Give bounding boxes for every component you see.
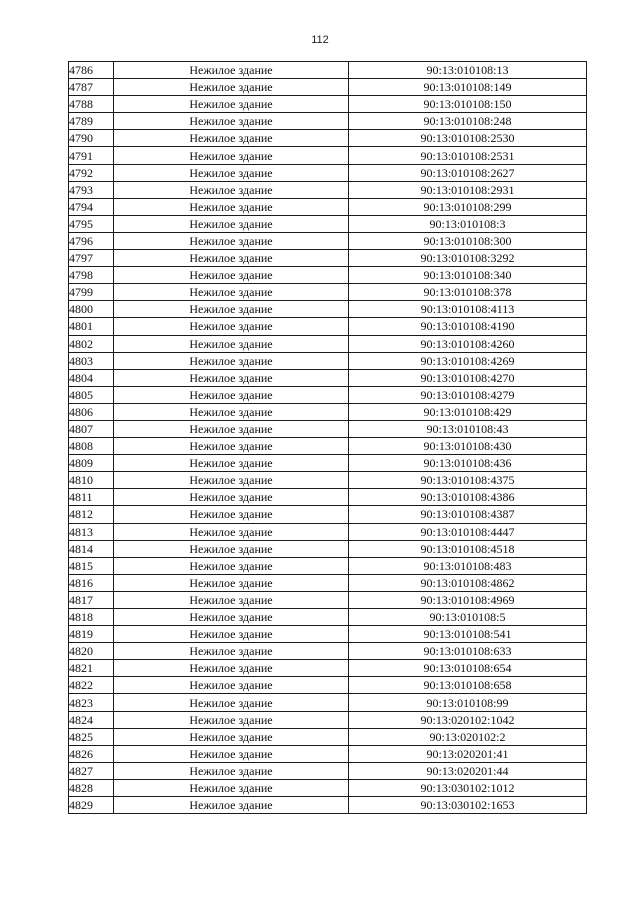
cadastral-number-cell: 90:13:020201:41: [349, 745, 587, 762]
object-type-cell: Нежилое здание: [114, 420, 349, 437]
cadastral-number-cell: 90:13:010108:2531: [349, 147, 587, 164]
object-type-cell: Нежилое здание: [114, 250, 349, 267]
table-row: [69, 557, 587, 574]
cadastral-number-cell: 90:13:010108:4447: [349, 523, 587, 540]
object-type-cell: Нежилое здание: [114, 677, 349, 694]
cadastral-number-cell: 90:13:010108:3292: [349, 250, 587, 267]
table-row: [69, 643, 587, 660]
object-type-cell: Нежилое здание: [114, 386, 349, 403]
row-number-cell: 4793: [69, 181, 114, 198]
object-type-cell: Нежилое здание: [114, 762, 349, 779]
table-row: [69, 745, 587, 762]
object-type-cell: Нежилое здание: [114, 198, 349, 215]
table-row: [69, 438, 587, 455]
table-row: [69, 335, 587, 352]
cadastral-number-cell: 90:13:010108:13: [349, 62, 587, 79]
row-number-cell: 4816: [69, 574, 114, 591]
row-number-cell: 4794: [69, 198, 114, 215]
object-type-cell: Нежилое здание: [114, 455, 349, 472]
cadastral-number-cell: 90:13:010108:150: [349, 96, 587, 113]
row-number-cell: 4804: [69, 369, 114, 386]
cadastral-number-cell: 90:13:010108:4518: [349, 540, 587, 557]
table-row: [69, 301, 587, 318]
table-row: [69, 198, 587, 215]
row-number-cell: 4817: [69, 591, 114, 608]
table-row: [69, 711, 587, 728]
object-type-cell: Нежилое здание: [114, 797, 349, 814]
row-number-cell: 4828: [69, 779, 114, 796]
cadastral-number-cell: 90:13:010108:99: [349, 694, 587, 711]
object-type-cell: Нежилое здание: [114, 369, 349, 386]
cadastral-number-cell: 90:13:010108:4270: [349, 369, 587, 386]
cadastral-number-cell: 90:13:010108:4969: [349, 591, 587, 608]
cadastral-number-cell: 90:13:010108:299: [349, 198, 587, 215]
row-number-cell: 4819: [69, 626, 114, 643]
cadastral-number-cell: 90:13:010108:5: [349, 609, 587, 626]
table-row: [69, 403, 587, 420]
object-type-cell: Нежилое здание: [114, 643, 349, 660]
object-type-cell: Нежилое здание: [114, 284, 349, 301]
object-type-cell: Нежилое здание: [114, 181, 349, 198]
table-row: [69, 506, 587, 523]
cadastral-number-cell: 90:13:010108:2530: [349, 130, 587, 147]
cadastral-number-cell: 90:13:010108:483: [349, 557, 587, 574]
object-type-cell: Нежилое здание: [114, 79, 349, 96]
row-number-cell: 4821: [69, 660, 114, 677]
object-type-cell: Нежилое здание: [114, 301, 349, 318]
row-number-cell: 4827: [69, 762, 114, 779]
table-row: [69, 574, 587, 591]
table-row: [69, 181, 587, 198]
row-number-cell: 4829: [69, 797, 114, 814]
row-number-cell: 4800: [69, 301, 114, 318]
cadastral-number-cell: 90:13:010108:4113: [349, 301, 587, 318]
object-type-cell: Нежилое здание: [114, 779, 349, 796]
object-type-cell: Нежилое здание: [114, 489, 349, 506]
table-row: [69, 489, 587, 506]
table-row: [69, 284, 587, 301]
cadastral-number-cell: 90:13:010108:4190: [349, 318, 587, 335]
object-type-cell: Нежилое здание: [114, 626, 349, 643]
object-type-cell: Нежилое здание: [114, 728, 349, 745]
row-number-cell: 4824: [69, 711, 114, 728]
cadastral-number-cell: 90:13:010108:3: [349, 215, 587, 232]
row-number-cell: 4826: [69, 745, 114, 762]
cadastral-number-cell: 90:13:030102:1012: [349, 779, 587, 796]
object-type-cell: Нежилое здание: [114, 694, 349, 711]
cadastral-number-cell: 90:13:010108:2627: [349, 164, 587, 181]
object-type-cell: Нежилое здание: [114, 215, 349, 232]
object-type-cell: Нежилое здание: [114, 609, 349, 626]
cadastral-number-cell: 90:13:010108:248: [349, 113, 587, 130]
row-number-cell: 4797: [69, 250, 114, 267]
table-row: [69, 147, 587, 164]
table-row: [69, 420, 587, 437]
registry-table-body: [69, 62, 587, 814]
table-row: [69, 369, 587, 386]
table-row: [69, 762, 587, 779]
object-type-cell: Нежилое здание: [114, 523, 349, 540]
page-number: 112: [311, 34, 329, 46]
cadastral-number-cell: 90:13:010108:378: [349, 284, 587, 301]
object-type-cell: Нежилое здание: [114, 745, 349, 762]
table-row: [69, 455, 587, 472]
table-row: [69, 694, 587, 711]
object-type-cell: Нежилое здание: [114, 403, 349, 420]
cadastral-number-cell: 90:13:010108:658: [349, 677, 587, 694]
table-row: [69, 113, 587, 130]
object-type-cell: Нежилое здание: [114, 574, 349, 591]
table-row: [69, 232, 587, 249]
row-number-cell: 4787: [69, 79, 114, 96]
table-row: [69, 79, 587, 96]
object-type-cell: Нежилое здание: [114, 130, 349, 147]
row-number-cell: 4802: [69, 335, 114, 352]
row-number-cell: 4808: [69, 438, 114, 455]
table-row: [69, 472, 587, 489]
row-number-cell: 4811: [69, 489, 114, 506]
table-row: [69, 250, 587, 267]
row-number-cell: 4812: [69, 506, 114, 523]
table-row: [69, 352, 587, 369]
object-type-cell: Нежилое здание: [114, 147, 349, 164]
row-number-cell: 4809: [69, 455, 114, 472]
table-row: [69, 164, 587, 181]
cadastral-number-cell: 90:13:010108:436: [349, 455, 587, 472]
object-type-cell: Нежилое здание: [114, 438, 349, 455]
cadastral-number-cell: 90:13:020102:1042: [349, 711, 587, 728]
table-row: [69, 130, 587, 147]
table-row: [69, 523, 587, 540]
cadastral-number-cell: 90:13:010108:4279: [349, 386, 587, 403]
object-type-cell: Нежилое здание: [114, 335, 349, 352]
row-number-cell: 4792: [69, 164, 114, 181]
table-row: [69, 677, 587, 694]
table-row: [69, 62, 587, 79]
object-type-cell: Нежилое здание: [114, 472, 349, 489]
row-number-cell: 4822: [69, 677, 114, 694]
table-row: [69, 660, 587, 677]
object-type-cell: Нежилое здание: [114, 557, 349, 574]
cadastral-number-cell: 90:13:010108:340: [349, 267, 587, 284]
table-row: [69, 591, 587, 608]
cadastral-number-cell: 90:13:010108:4269: [349, 352, 587, 369]
cadastral-number-cell: 90:13:010108:4260: [349, 335, 587, 352]
row-number-cell: 4795: [69, 215, 114, 232]
table-row: [69, 267, 587, 284]
row-number-cell: 4790: [69, 130, 114, 147]
object-type-cell: Нежилое здание: [114, 318, 349, 335]
registry-table: [68, 61, 587, 814]
cadastral-number-cell: 90:13:010108:2931: [349, 181, 587, 198]
row-number-cell: 4803: [69, 352, 114, 369]
row-number-cell: 4825: [69, 728, 114, 745]
cadastral-number-cell: 90:13:010108:149: [349, 79, 587, 96]
object-type-cell: Нежилое здание: [114, 164, 349, 181]
cadastral-number-cell: 90:13:010108:429: [349, 403, 587, 420]
table-row: [69, 626, 587, 643]
cadastral-number-cell: 90:13:010108:654: [349, 660, 587, 677]
object-type-cell: Нежилое здание: [114, 660, 349, 677]
cadastral-number-cell: 90:13:010108:43: [349, 420, 587, 437]
row-number-cell: 4815: [69, 557, 114, 574]
cadastral-number-cell: 90:13:010108:4375: [349, 472, 587, 489]
object-type-cell: Нежилое здание: [114, 96, 349, 113]
table-row: [69, 96, 587, 113]
cadastral-number-cell: 90:13:010108:4386: [349, 489, 587, 506]
cadastral-number-cell: 90:13:010108:633: [349, 643, 587, 660]
table-row: [69, 318, 587, 335]
cadastral-number-cell: 90:13:020102:2: [349, 728, 587, 745]
row-number-cell: 4823: [69, 694, 114, 711]
row-number-cell: 4810: [69, 472, 114, 489]
cadastral-number-cell: 90:13:010108:541: [349, 626, 587, 643]
row-number-cell: 4818: [69, 609, 114, 626]
row-number-cell: 4798: [69, 267, 114, 284]
row-number-cell: 4820: [69, 643, 114, 660]
table-row: [69, 779, 587, 796]
object-type-cell: Нежилое здание: [114, 711, 349, 728]
row-number-cell: 4796: [69, 232, 114, 249]
row-number-cell: 4791: [69, 147, 114, 164]
table-row: [69, 215, 587, 232]
row-number-cell: 4805: [69, 386, 114, 403]
object-type-cell: Нежилое здание: [114, 540, 349, 557]
cadastral-number-cell: 90:13:010108:300: [349, 232, 587, 249]
cadastral-number-cell: 90:13:020201:44: [349, 762, 587, 779]
table-row: [69, 609, 587, 626]
cadastral-number-cell: 90:13:010108:430: [349, 438, 587, 455]
object-type-cell: Нежилое здание: [114, 267, 349, 284]
row-number-cell: 4806: [69, 403, 114, 420]
table-row: [69, 540, 587, 557]
object-type-cell: Нежилое здание: [114, 591, 349, 608]
cadastral-number-cell: 90:13:010108:4387: [349, 506, 587, 523]
row-number-cell: 4788: [69, 96, 114, 113]
object-type-cell: Нежилое здание: [114, 506, 349, 523]
row-number-cell: 4786: [69, 62, 114, 79]
table-row: [69, 386, 587, 403]
row-number-cell: 4799: [69, 284, 114, 301]
row-number-cell: 4789: [69, 113, 114, 130]
row-number-cell: 4814: [69, 540, 114, 557]
row-number-cell: 4807: [69, 420, 114, 437]
table-row: [69, 797, 587, 814]
cadastral-number-cell: 90:13:010108:4862: [349, 574, 587, 591]
table-row: [69, 728, 587, 745]
object-type-cell: Нежилое здание: [114, 232, 349, 249]
object-type-cell: Нежилое здание: [114, 113, 349, 130]
cadastral-number-cell: 90:13:030102:1653: [349, 797, 587, 814]
row-number-cell: 4801: [69, 318, 114, 335]
object-type-cell: Нежилое здание: [114, 62, 349, 79]
row-number-cell: 4813: [69, 523, 114, 540]
object-type-cell: Нежилое здание: [114, 352, 349, 369]
